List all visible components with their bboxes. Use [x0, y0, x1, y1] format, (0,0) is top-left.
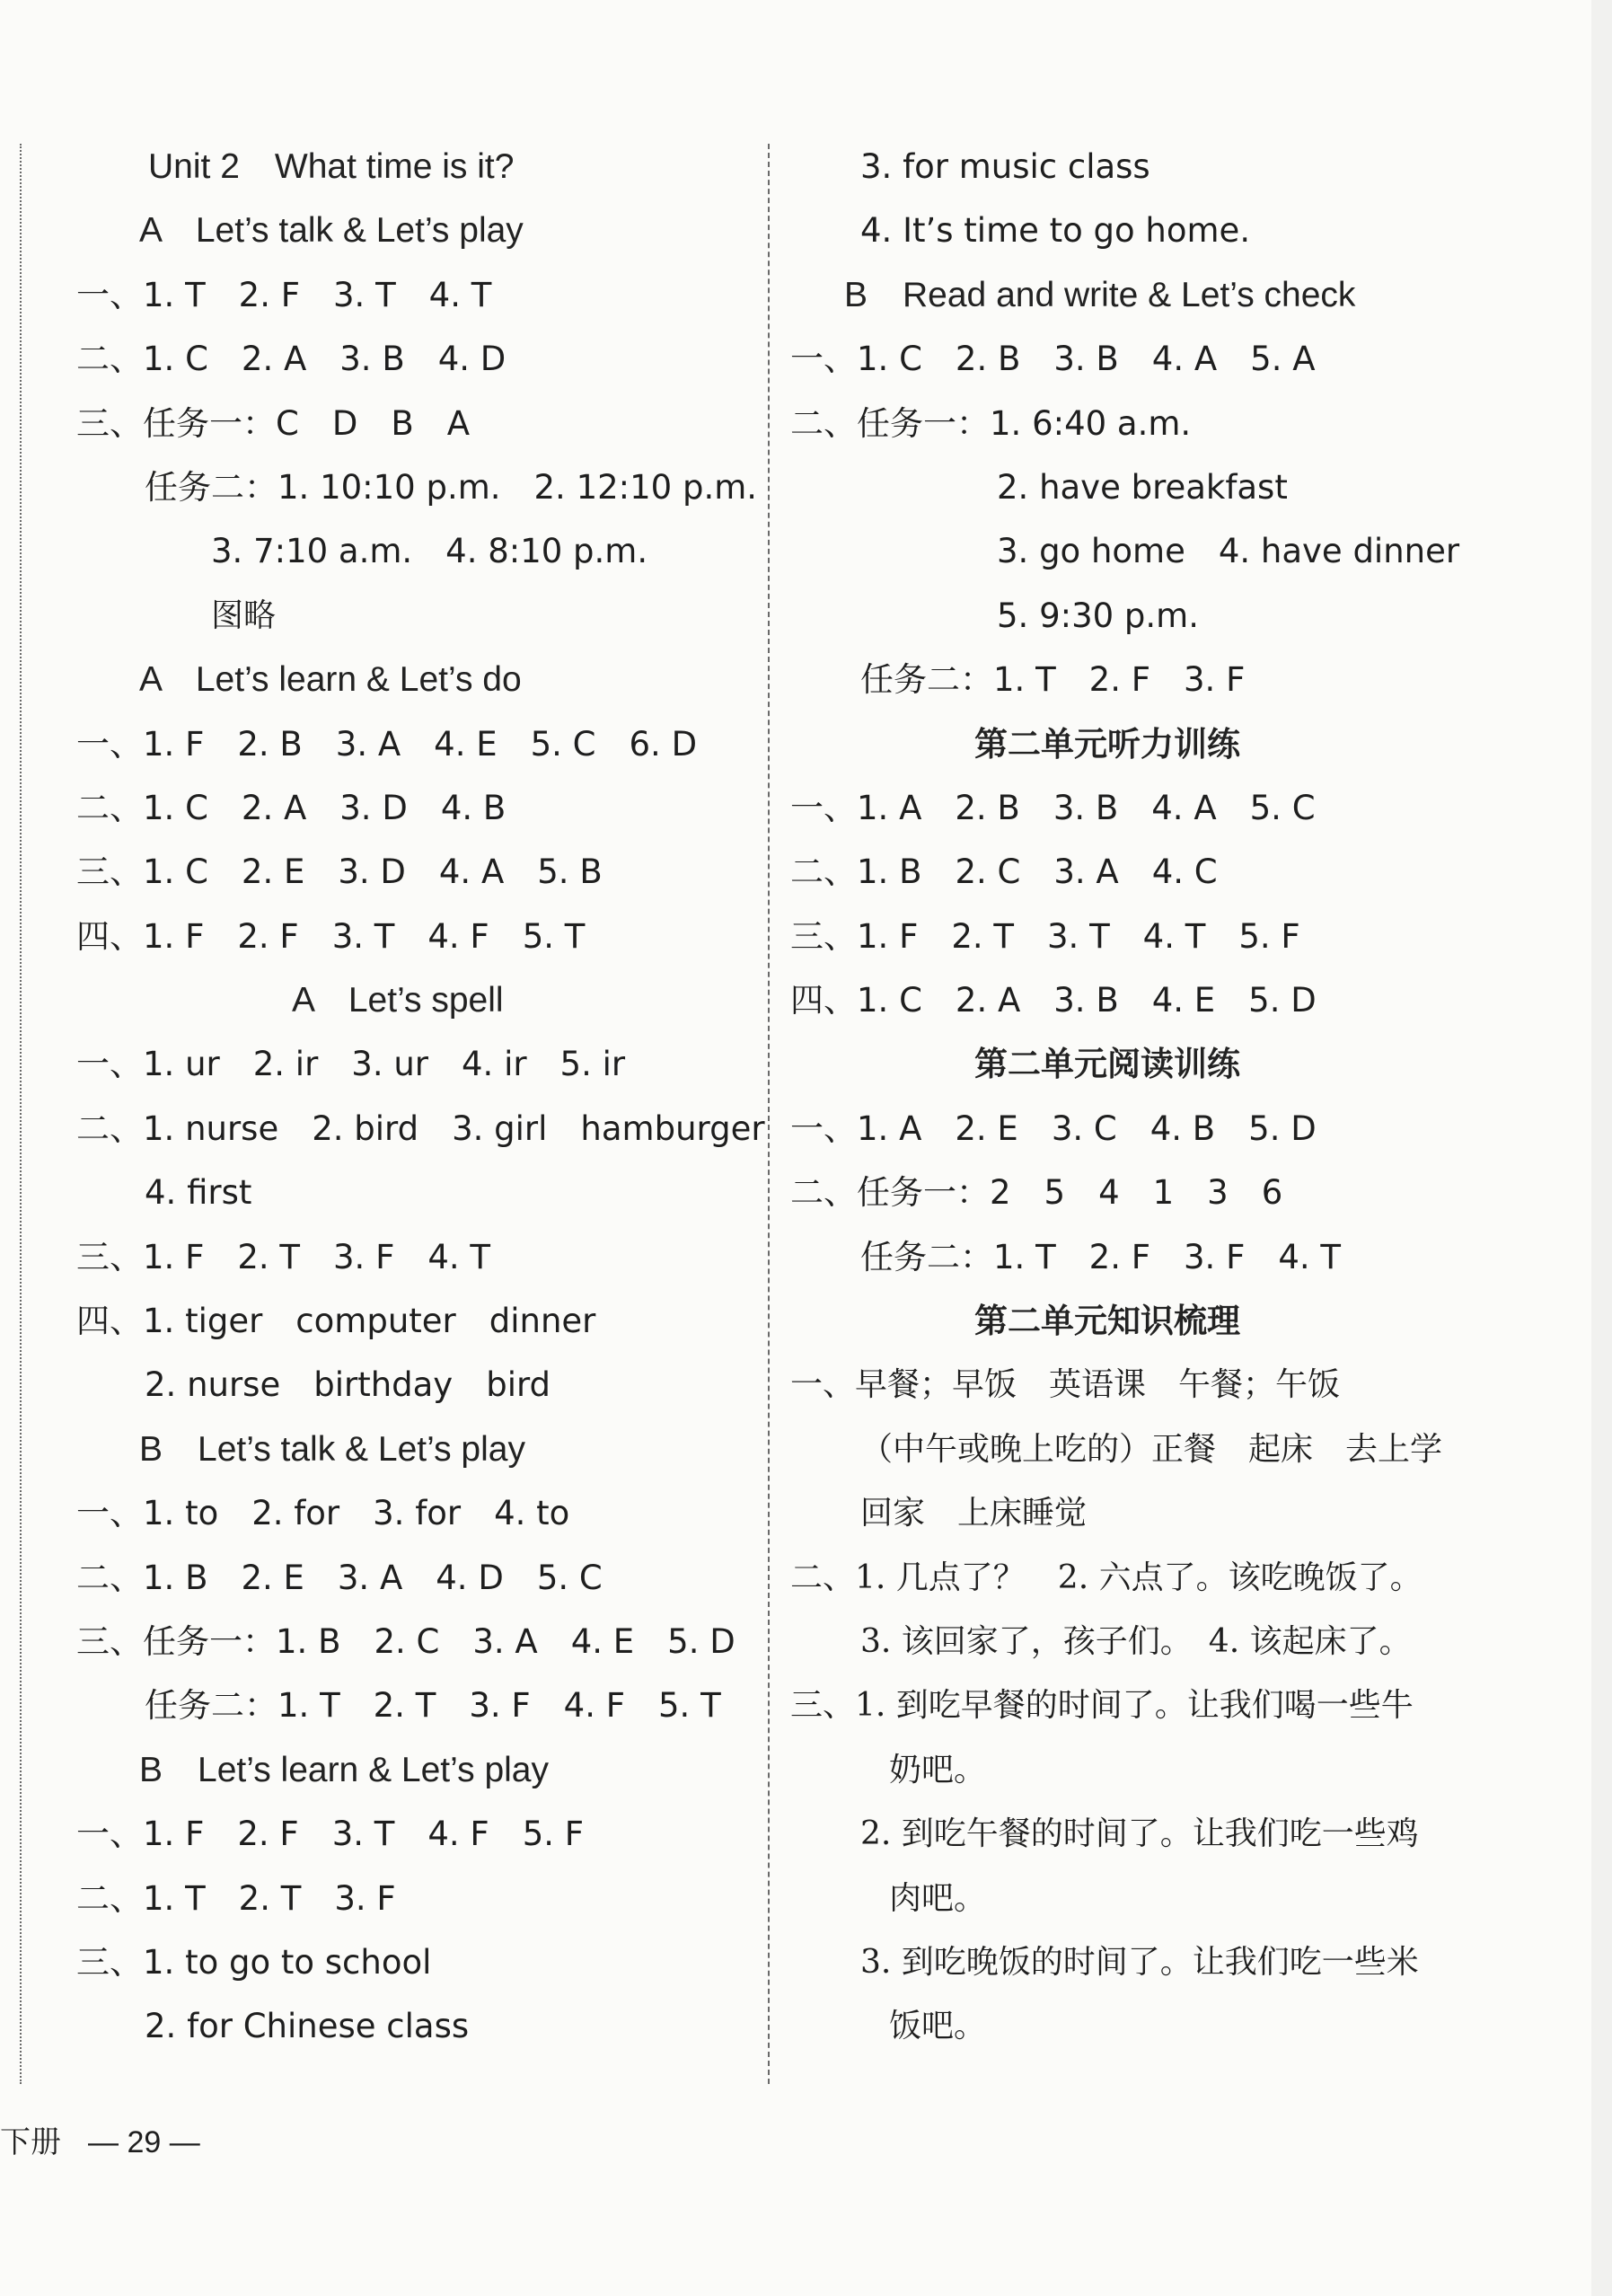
left-line: 一、1. to 2. for 3. for 4. to: [76, 1494, 570, 1533]
right-line: （中午或晚上吃的）正餐 起床 去上学: [860, 1430, 1443, 1468]
left-line: 二、1. B 2. E 3. A 4. D 5. C: [76, 1558, 603, 1597]
left-line: 一、1. T 2. F 3. T 4. T: [76, 275, 492, 314]
right-line: 任务二：1. T 2. F 3. F: [860, 660, 1246, 700]
left-line: 三、任务一：C D B A: [76, 403, 471, 443]
right-line: 一、1. A 2. B 3. B 4. A 5. C: [790, 788, 1316, 827]
right-line: 2. 到吃午餐的时间了。让我们吃一些鸡: [860, 1815, 1419, 1853]
left-line: 二、1. nurse 2. bird 3. girl hamburger: [76, 1108, 765, 1148]
right-line: 一、1. A 2. E 3. C 4. B 5. D: [790, 1108, 1317, 1148]
left-line: 三、1. C 2. E 3. D 4. A 5. B: [76, 852, 603, 892]
left-line: 图略: [211, 596, 277, 634]
right-line: 第二单元听力训练: [974, 724, 1240, 764]
left-line: A Let’s talk & Let’s play: [139, 211, 524, 251]
right-line: 一、1. C 2. B 3. B 4. A 5. A: [790, 340, 1316, 379]
left-line: 任务二：1. T 2. T 3. F 4. F 5. T: [145, 1686, 721, 1726]
left-line: 三、1. to go to school: [76, 1942, 432, 1982]
right-line: 5. 9:30 p.m.: [997, 596, 1199, 635]
right-line: 三、1. 到吃早餐的时间了。让我们喝一些牛: [790, 1687, 1414, 1725]
left-line: 2. for Chinese class: [145, 2007, 470, 2046]
right-line: 3. 该回家了，孩子们。 4. 该起床了。: [860, 1622, 1412, 1660]
left-line: 二、1. C 2. A 3. B 4. D: [76, 340, 507, 379]
left-line: 一、1. F 2. B 3. A 4. E 5. C 6. D: [76, 724, 698, 764]
left-line: 三、任务一：1. B 2. C 3. A 4. E 5. D: [76, 1621, 736, 1661]
right-line: 饭吧。: [889, 2008, 987, 2045]
left-line: 4. first: [145, 1173, 252, 1213]
page-edge: [1591, 0, 1612, 2296]
right-line: 三、1. F 2. T 3. T 4. T 5. F: [790, 916, 1300, 956]
left-line: B Let’s talk & Let’s play: [139, 1429, 525, 1469]
right-line: 一、早餐；早饭 英语课 午餐；午饭: [790, 1366, 1341, 1404]
right-line: 二、任务一：1. 6:40 a.m.: [790, 403, 1192, 443]
right-column: [790, 135, 1473, 2059]
page-number: — 29 —: [88, 2125, 200, 2159]
left-line: 二、1. T 2. T 3. F: [76, 1878, 396, 1918]
left-line: 一、1. F 2. F 3. T 4. F 5. F: [76, 1815, 585, 1854]
left-line: 四、1. F 2. F 3. T 4. F 5. T: [76, 916, 586, 956]
right-line: 第二单元知识梳理: [974, 1302, 1240, 1341]
right-line: 3. for music class: [860, 147, 1150, 186]
right-line: 二、1. 几点了？ 2. 六点了。该吃晚饭了。: [790, 1559, 1423, 1596]
left-line: 四、1. tiger computer dinner: [76, 1302, 596, 1341]
right-line: 4. It’s time to go home.: [860, 211, 1251, 251]
left-line: Unit 2 What time is it?: [148, 147, 515, 186]
right-line: B Read and write & Let’s check: [844, 275, 1356, 314]
right-line: 3. 到吃晚饭的时间了。让我们吃一些米: [860, 1943, 1419, 1981]
left-line: 一、1. ur 2. ir 3. ur 4. ir 5. ir: [76, 1045, 626, 1084]
right-line: 3. go home 4. have dinner: [997, 532, 1460, 571]
right-line: 二、1. B 2. C 3. A 4. C: [790, 852, 1218, 892]
right-line: 回家 上床睡觉: [860, 1495, 1088, 1532]
left-line: B Let’s learn & Let’s play: [139, 1750, 549, 1789]
left-line: 任务二：1. 10:10 p.m. 2. 12:10 p.m.: [145, 467, 758, 507]
right-line: 第二单元阅读训练: [974, 1045, 1240, 1084]
right-line: 二、任务一：2 5 4 1 3 6: [790, 1173, 1283, 1213]
right-line: 肉吧。: [889, 1879, 987, 1917]
page-footer: [0, 2115, 200, 2169]
left-line: A Let’s spell: [292, 981, 504, 1020]
left-column: [76, 135, 765, 2059]
footer-volume: 下册: [0, 2124, 61, 2160]
left-dotted-border: [20, 144, 22, 2084]
left-line: A Let’s learn & Let’s do: [139, 660, 522, 700]
right-line: 任务二：1. T 2. F 3. F 4. T: [860, 1237, 1342, 1276]
column-divider: [768, 144, 770, 2084]
left-line: 三、1. F 2. T 3. F 4. T: [76, 1237, 491, 1276]
left-line: 2. nurse birthday bird: [145, 1365, 551, 1405]
right-line: 奶吧。: [889, 1751, 987, 1788]
right-line: 2. have breakfast: [997, 467, 1288, 507]
left-line: 二、1. C 2. A 3. D 4. B: [76, 788, 507, 827]
left-line: 3. 7:10 a.m. 4. 8:10 p.m.: [211, 532, 648, 571]
right-line: 四、1. C 2. A 3. B 4. E 5. D: [790, 981, 1317, 1020]
